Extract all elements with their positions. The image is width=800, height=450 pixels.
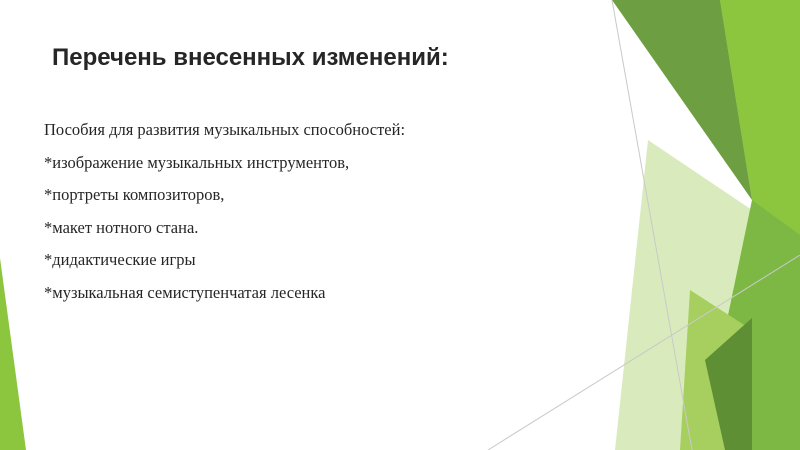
slide-body-text bbox=[44, 119, 584, 314]
slide-title: Перечень внесенных изменений: bbox=[52, 44, 449, 71]
list-item: *макет нотного стана. bbox=[44, 217, 199, 237]
left-green-sliver bbox=[0, 258, 26, 450]
list-item: *портреты композиторов, bbox=[44, 185, 225, 204]
list-item: *музыкальная семиступенчатая лесенка bbox=[44, 282, 326, 302]
list-item: Пособия для развития музыкальных способностей: bbox=[44, 120, 406, 139]
list-item: *дидактические игры bbox=[44, 250, 196, 269]
list-item: *изображение музыкальных инструментов, bbox=[44, 152, 350, 172]
